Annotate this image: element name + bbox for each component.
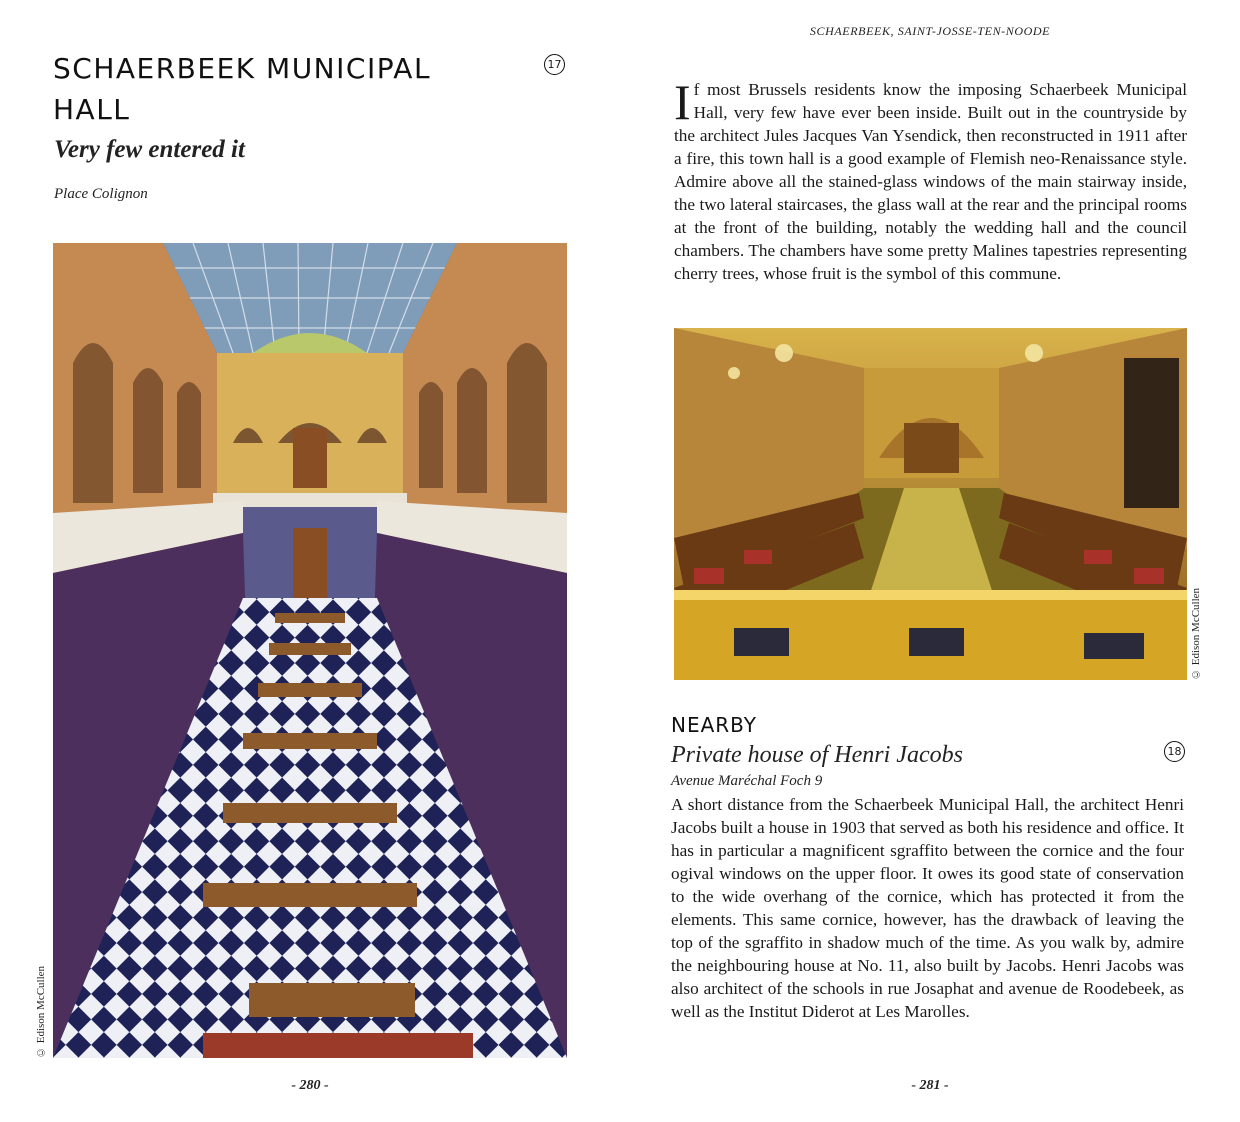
photo-credit: © Edison McCullen (35, 965, 47, 1058)
photo-credit-right: © Edison McCullen (1190, 587, 1202, 680)
drop-cap: I (674, 74, 691, 130)
location-address: Place Colignon (54, 186, 148, 202)
nearby-entry-number-badge: 18 (1164, 741, 1185, 762)
running-head: SCHAERBEEK, SAINT-JOSSE-TEN-NOODE (809, 24, 1051, 38)
photo-main-hall (53, 243, 567, 1058)
page-number-right: - 281 - (911, 1078, 949, 1093)
nearby-heading: NEARBY (671, 713, 758, 737)
intro-paragraph (674, 74, 1187, 285)
entry-number-badge: 17 (544, 54, 565, 75)
nearby-paragraph (671, 793, 1184, 1023)
page-title: SCHAERBEEK MUNICIPAL HALL (53, 52, 432, 126)
intro-text: f most Brussels residents know the imposing Schaerbeek Municipal Hall, very few have ever been inside. Built out in the countryside by the architect Jules Jacques Van Ysendick, then reconstructed in 1911 after a fire, this town hall is a good example of Flemish neo-Renaissance style. Admire above all the stained-glass windows of the main stairway inside, the two lateral staircases, the glass wall at the rear and the principal rooms at the front of the building, notably the wedding hall and the council chambers. The chambers have some pretty Malines tapestries representing cherry trees, whose fruit is the symbol of this commune. (674, 80, 1187, 283)
nearby-text: A short distance from the Schaerbeek Municipal Hall, the architect Henri Jacobs built a house in 1903 that served as both his residence and office. It has in particular a magnificent sgraffito between the cornice and the four ogival windows on the upper floor. It owes its good state of conservation to the wide overhang of the cornice, which has protected it from the elements. This same cornice, however, has the drawback of leaving the top of the sgraffito in shadow much of the time. As you walk by, admire the neighbouring house at No. 11, also built by Jacobs. Henri Jacobs was also architect of the schools in rue Josaphat and avenue de Roodebeek, as well as the Institut Diderot at Les Marolles. (671, 795, 1184, 1021)
nearby-title: Private house of Henri Jacobs (671, 742, 963, 768)
nearby-address: Avenue Maréchal Foch 9 (671, 773, 823, 789)
page-subtitle: Very few entered it (54, 136, 245, 163)
photo-council-chamber (674, 328, 1187, 680)
page-number-left: - 280 - (291, 1078, 329, 1093)
